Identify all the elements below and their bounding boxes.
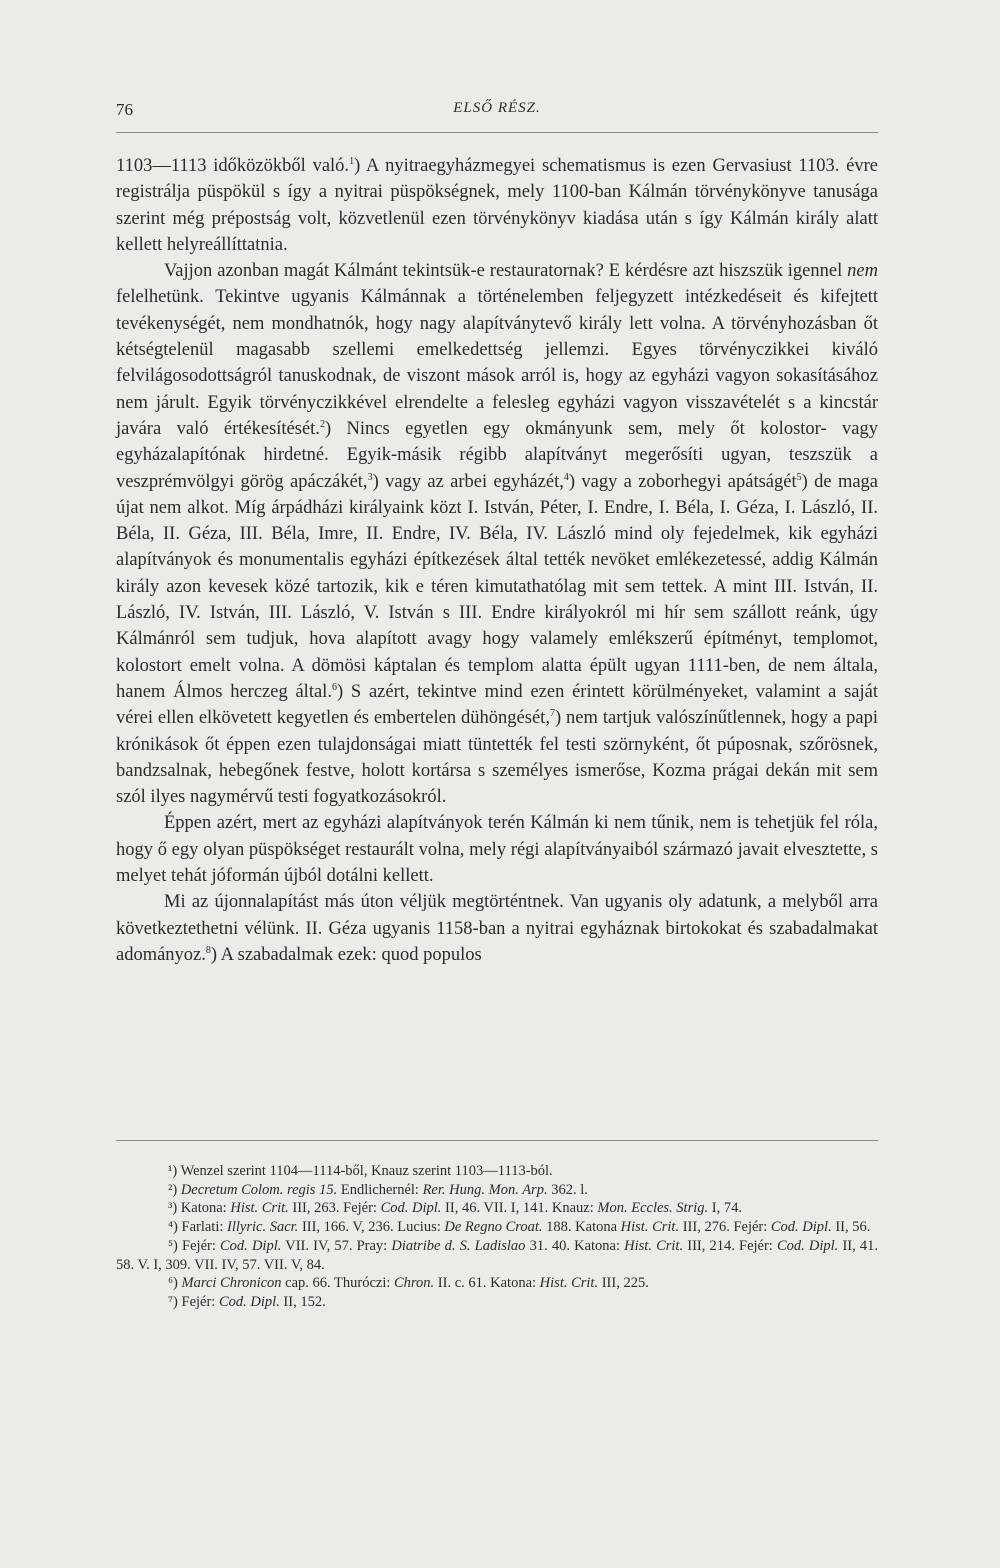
text-run: ) S azért, tekintve mind ezen érintett körülményeket, valamint a saját vérei ellen elkövetett kegyetlen és embertelen dühöngését, [116, 681, 879, 729]
footnote-ref: 4 [563, 471, 569, 483]
citation: De Regno Croat. [444, 1219, 543, 1236]
text-run: III, 225. [598, 1275, 649, 1292]
citation: Cod. Dipl. [220, 1237, 282, 1254]
text-run: ) vagy a zoborhegyi apátságét [568, 471, 797, 492]
text-run: Wenzel szerint 1104—1114-ből, Knauz szerint 1103—1113-ból. [180, 1163, 553, 1179]
paragraph-4 [116, 889, 878, 968]
footnote-mark: ⁷) [168, 1293, 178, 1310]
text-run: II. c. 61. Katona: [434, 1275, 540, 1292]
citation: Diatribe d. S. Ladislao [391, 1237, 526, 1254]
citation: Hist. Crit. [539, 1275, 599, 1292]
footnote-ref: 5 [796, 471, 802, 483]
text-run: felelhetünk. Tekintve ugyanis Kálmánnak a történelemben feljegyzett intézkedéseit és kifejtett tevékenységét, nem mondhatnók, hogy nagy alapítványtevő király lett volna. A törvényhozásban őt kétségtelenül magasabb szellemi emelkedettség jellemzi. Egyes törvényczikkei kiváló felvilágosodottságról tanuskodnak, de viszont mások arról is, hogy az egyházi vagyon sokasításához nem járult. Egyik törvényczikkével elrendelte a felesleg egyházi vagyon visszavételét s a kincstár javára való értékesítését. [116, 287, 878, 439]
paragraph-1 [116, 153, 878, 258]
text-run: I, 74. [708, 1200, 742, 1217]
text-run: II, 46. VII. I, 141. Knauz: [441, 1200, 598, 1217]
footnote-rule [116, 1140, 878, 1141]
footnote-mark: ³) [168, 1200, 178, 1217]
footnote-mark: ⁶) [168, 1275, 178, 1292]
citation: Illyric. Sacr. [227, 1219, 299, 1236]
text-run: ) Nincs egyetlen egy okmányunk sem, mely őt kolostor- vagy egyházalapítónak hirdetné. Egyik-másik régibb alapítványt megerősíti ugyan, teszszük a veszprémvölgyi görög apáczákét, [116, 418, 878, 492]
text-run: Vajjon azonban magát Kálmánt tekintsük-e restauratornak? E kérdésre azt hiszszük igennel [164, 261, 848, 282]
citation: Rer. Hung. Mon. Arp. [422, 1181, 548, 1198]
text-run: ) vagy az arbei egyházét, [372, 471, 564, 492]
text-run: II, 56. [831, 1219, 871, 1236]
footnote-6 [116, 1274, 878, 1293]
citation: Hist. Crit. [624, 1237, 684, 1254]
citation: Chron. [394, 1275, 435, 1292]
footnote-mark: ¹) [168, 1163, 178, 1179]
footnote-ref: 7 [549, 708, 555, 720]
emphasis: nem [847, 261, 878, 282]
main-text [116, 153, 878, 968]
text-run: III, 166. V, 236. Lucius: [298, 1219, 445, 1236]
text-run: Katona: [180, 1200, 231, 1217]
text-run: 188. Katona [542, 1219, 621, 1236]
footnote-1 [116, 1162, 878, 1181]
citation: Mon. Eccles. Strig. [597, 1200, 709, 1217]
text-run: II, 152. [279, 1293, 326, 1310]
paragraph-3: Éppen azért, mert az egyházi alapítványok terén Kálmán ki nem tűnik, nem is tehetjük fel róla, hogy ő egy olyan püspökséget restaurált volna, mely régi alapítványaiból származó javait elvesztette, s melyet tehát jóformán újból dotálni kellett. [116, 813, 878, 887]
citation: Hist. Crit. [620, 1219, 680, 1236]
text-run: ) nem tartjuk valószínűtlennek, hogy a papi krónikások őt éppen ezen tulajdonságai miatt tüntették fel testi szörnyként, őt púposnak, szőrösnek, bandzsalnak, hebegőnek festve, holott kortársa s személyes ismerőse, Kozma prágai dekán mit sem szól ilyes nagymérvű testi fogyatkozásokról. [116, 708, 878, 808]
citation: Cod. Dipl. [770, 1219, 832, 1236]
text-run: cap. 66. Thuróczi: [281, 1275, 395, 1292]
text-run: ) A szabadalmak ezek: quod populos [210, 944, 482, 965]
footnote-mark: ²) [168, 1181, 178, 1198]
footnote-mark: ⁴) [168, 1219, 178, 1236]
footnote-ref: 2 [319, 418, 325, 430]
paragraph-2 [116, 258, 878, 810]
footnote-4 [116, 1218, 878, 1237]
footnote-ref: 3 [367, 471, 373, 483]
footnote-ref: 6 [331, 681, 337, 693]
text-run: Mi az újonnalapítást más úton véljük megtörténtnek. Van ugyanis oly adatunk, a melyből arra következtethetni vélünk. II. Géza ugyanis 1158-ban a nyitrai egyháznak birtokokat és szabadalmakat adományoz. [116, 892, 878, 965]
footnote-5 [116, 1237, 878, 1274]
text-run: ) de maga újat nem alkot. Míg árpádházi királyaink közt I. István, Péter, I. Endre, I. Béla, I. Géza, I. László, II. Béla, II. Géza, III. Béla, Imre, II. Endre, IV. Béla, IV. László mind oly fejedelmek, kik egyházi alapítványok és monumentalis egyházi építkezések által tették nevöket emlékezetessé, addig Kálmán király azon kevesek közé tartozik, kik e téren kimutathatólag mit sem tettek. A mint III. István, II. László, IV. István, III. László, V. István s III. Endre királyokról mi hír sem szállott reánk, úgy Kálmánról sem tudjuk, hova alapított avagy hogy valamely emlékszerű építményt, templomot, kolostort emelt volna. A dömösi káptalan és templom alatta épült ugyan 1111-ben, de nem általa, hanem Álmos herczeg által. [116, 471, 879, 702]
text-run: II, 41. 58. V. I, 309. VII. IV, 57. VII. V, 84. [116, 1237, 879, 1273]
footnotes [116, 1162, 878, 1312]
citation: Cod. Dipl. [776, 1237, 839, 1254]
text-run: 31. 40. Katona: [525, 1237, 625, 1254]
text-run: VII. IV, 57. Pray: [281, 1237, 392, 1254]
footnote-ref: 8 [205, 944, 211, 956]
citation: Marci Chronicon [181, 1275, 282, 1292]
page-header [116, 100, 878, 130]
text-run: 1103—1113 időközökből való. [116, 156, 350, 176]
text-run: 362. l. [547, 1181, 588, 1198]
footnote-2 [116, 1181, 878, 1200]
page-number: 76 [116, 100, 133, 119]
text-run: ) A nyitraegyházmegyei schematismus is ezen Gervasiust 1103. évre registrálja püspökül s így a nyitrai püspökségnek, mely 1100-ban Kálmán törvénykönyve tanusága szerint még prépostság volt, közvetlenül ezen törvénykönyv kiadása után s így Kálmán király alatt kellett helyreállíttatnia. [116, 156, 878, 255]
text-run: III, 263. Fejér: [288, 1200, 381, 1217]
text-run: Farlati: [181, 1219, 228, 1236]
text-run: III, 276. Fejér: [679, 1219, 771, 1236]
citation: Cod. Dipl. [218, 1293, 280, 1310]
footnote-mark: ⁵) [168, 1237, 178, 1254]
text-run: Fejér: [181, 1293, 219, 1310]
text-run: III, 214. Fejér: [683, 1237, 777, 1254]
running-title: ELSŐ RÉSZ. [453, 100, 541, 116]
text-run: Endlichernél: [337, 1181, 423, 1198]
citation: Hist. Crit. [230, 1200, 289, 1217]
text-run: Fejér: [182, 1237, 221, 1254]
citation: Cod. Dipl. [380, 1200, 442, 1217]
footnote-7 [116, 1293, 878, 1312]
citation: Decretum Colom. regis 15. [180, 1181, 338, 1198]
footnote-ref: 1 [349, 155, 355, 167]
footnote-3 [116, 1199, 878, 1218]
header-rule [116, 132, 878, 133]
